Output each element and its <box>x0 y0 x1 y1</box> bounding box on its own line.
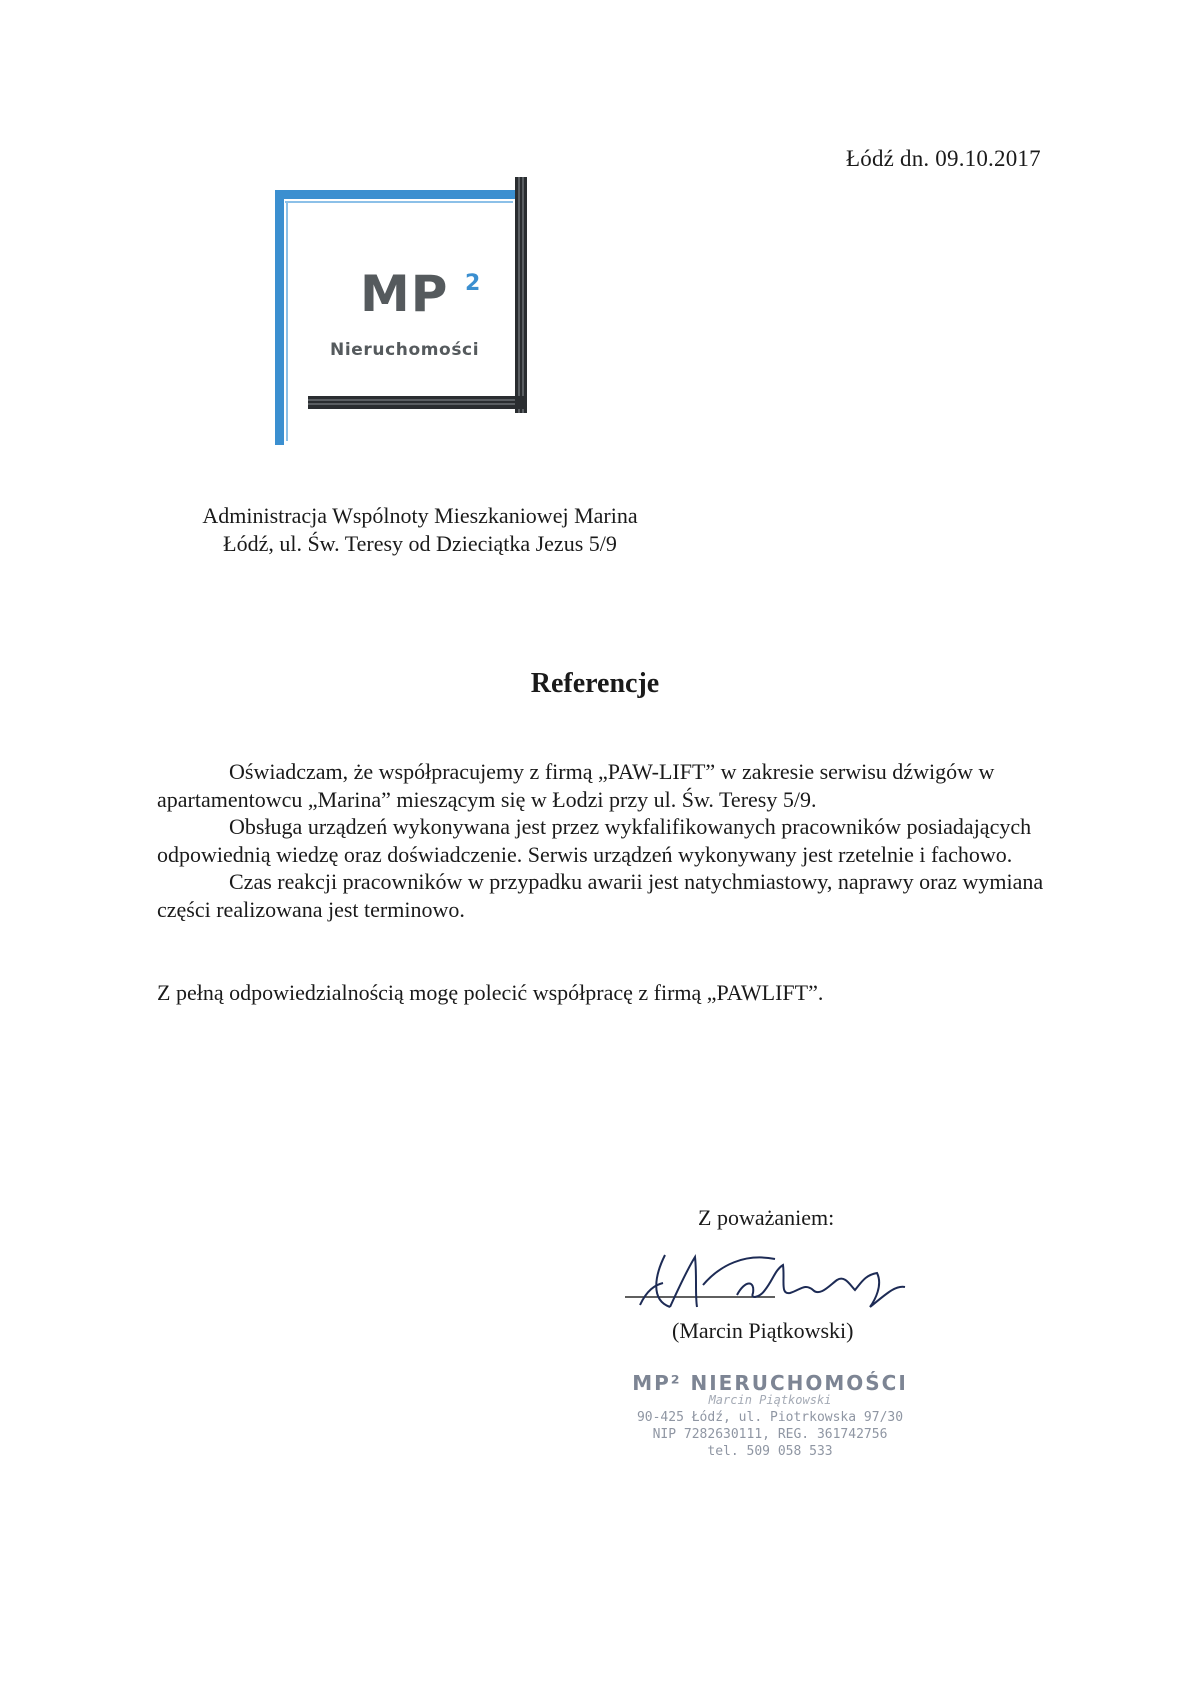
stamp-line-5: tel. 509 058 533 <box>707 1444 833 1459</box>
stamp-line-1: MP² NIERUCHOMOŚCI <box>632 1371 908 1395</box>
logo-subtitle: Nieruchomości <box>330 340 480 360</box>
letter-body <box>157 758 1047 923</box>
stamp-line-3: 90-425 Łódź, ul. Piotrkowska 97/30 <box>636 1410 904 1425</box>
company-logo <box>275 177 565 445</box>
handwritten-signature <box>625 1245 925 1325</box>
paragraph: Czas reakcji pracowników w przypadku awarii jest natychmiastowy, naprawy oraz wymiana części realizowana jest terminowo. <box>157 869 1044 922</box>
paragraph: Oświadczam, że współpracujemy z firmą „PAW-LIFT” w zakresie serwisu dźwigów w apartamentowcu „Marina” mieszącym się w Łodzi przy ul. Św. Teresy 5/9. <box>157 759 995 812</box>
logo-superscript: 2 <box>465 271 481 296</box>
document-title: Referencje <box>530 668 660 699</box>
addressee-line-2: Łódź, ul. Św. Teresy od Dzieciątka Jezus 5/9 <box>223 531 617 556</box>
closing-statement: Z pełną odpowiedzialnością mogę polecić współpracę z firmą „PAWLIFT”. <box>157 980 824 1005</box>
paragraph: Obsługa urządzeń wykonywana jest przez wykfalifikowanych pracowników posiadających odpowiednią wiedzę oraz doświadczenie. Serwis urządzeń wykonywany jest rzetelnie i fachowo. <box>157 814 1032 867</box>
stamp-line-2: Marcin Piątkowski <box>708 1393 832 1407</box>
company-stamp <box>630 1371 910 1460</box>
addressee <box>172 502 668 558</box>
letter-date: Łódź dn. 09.10.2017 <box>846 146 1041 171</box>
logo-mark: MP <box>360 265 449 323</box>
stamp-line-4: NIP 7282630111, REG. 361742756 <box>652 1427 888 1442</box>
addressee-line-1: Administracja Wspólnoty Mieszkaniowej Marina <box>202 503 638 528</box>
signatory-name: (Marcin Piątkowski) <box>672 1318 854 1343</box>
regards-text: Z poważaniem: <box>698 1205 835 1230</box>
